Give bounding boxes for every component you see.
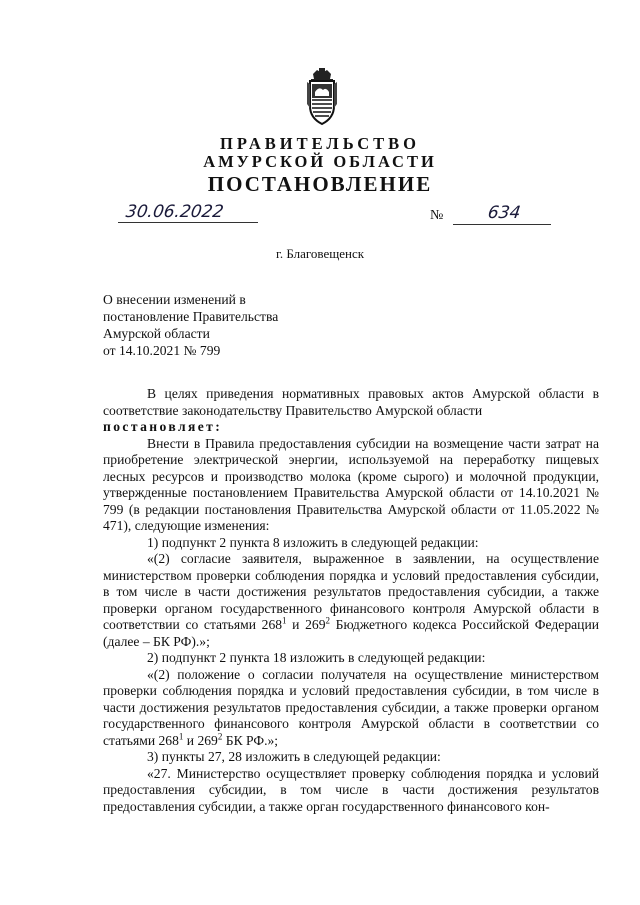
subject-line: от 14.10.2021 № 799 (103, 343, 221, 358)
body-paragraph: «27. Министерство осуществляет проверку соблюдения порядка и условий предоставления субсидии, в том числе в части достижения результатов предоставления субсидии, а также орган государственного финансового кон- (103, 765, 599, 814)
text-run: «(2) положение о согласии получателя на осуществление министерством проверки соблюдения порядка и условий предоставления субсидии, в том числе в части достижения результатов предоставления субсидии, а также проверки органом государственного финансового контроля Амурской области в соответствии со статьями 268 (103, 666, 599, 748)
superscript: 1 (178, 730, 184, 741)
number-sign: № (430, 208, 444, 223)
text-run: БК РФ.»; (222, 732, 279, 748)
document-number: 634 (486, 203, 522, 223)
body-paragraph: 3) пункты 27, 28 изложить в следующей редакции: (147, 749, 441, 764)
org-name-line2: АМУРСКОЙ ОБЛАСТИ (203, 152, 437, 171)
org-name-line1: ПРАВИТЕЛЬСТВО (220, 134, 420, 153)
body-paragraph: Внести в Правила предоставления субсидии на возмещение части затрат на приобретение электрической энергии, используемой на переработку пищевых лесных ресурсов и производство молока (кроме сырого) и молочной продукции, утвержденные постановлением Правительства Амурской области от 14.10.2021 № 799 (в редакции постановления Правительства Амурской области от 11.05.2022 № 471), следующие изменения: (103, 435, 599, 533)
resolves-word: постановляет: (103, 419, 223, 434)
superscript: 2 (217, 730, 223, 741)
text-run: и 269 (286, 617, 326, 632)
text-run: «(2) согласие заявителя, выраженное в заявлении, на осуществление министерством проверки соблюдения порядка и условий предоставления субсидии, в том числе в части достижения результатов предоставления субсидии, а также проверки органом государственного финансового контроля Амурской области в соответствии со статьями 268 (103, 551, 599, 632)
document-subject (103, 291, 278, 359)
document-date: 30.06.2022 (124, 202, 225, 222)
body-paragraph (103, 667, 599, 750)
coat-of-arms-emblem (303, 68, 341, 128)
body-paragraph: 1) подпункт 2 пункта 8 изложить в следующей редакции: (147, 534, 479, 550)
preamble-paragraph: В целях приведения нормативных правовых актов Амурской области в соответствие законодательству Правительство Амурской области (103, 386, 599, 418)
city: г. Благовещенск (275, 246, 365, 261)
date-underline (118, 222, 258, 223)
subject-line: О внесении изменений в (103, 292, 246, 307)
subject-line: постановление Правительства (103, 309, 279, 324)
text-run: Бюджетного кодекса Российской Федерации (далее – БК РФ).»; (103, 617, 599, 649)
body-paragraph (103, 551, 599, 650)
document-type-title: ПОСТАНОВЛЕНИЕ (207, 172, 433, 196)
text-run: и 269 (183, 732, 218, 748)
document-body (103, 386, 599, 815)
number-underline (453, 224, 551, 225)
superscript: 2 (325, 615, 330, 626)
superscript: 1 (282, 615, 287, 626)
body-paragraph: 2) подпункт 2 пункта 18 изложить в следующей редакции: (147, 650, 486, 665)
subject-line: Амурской области (103, 326, 210, 341)
